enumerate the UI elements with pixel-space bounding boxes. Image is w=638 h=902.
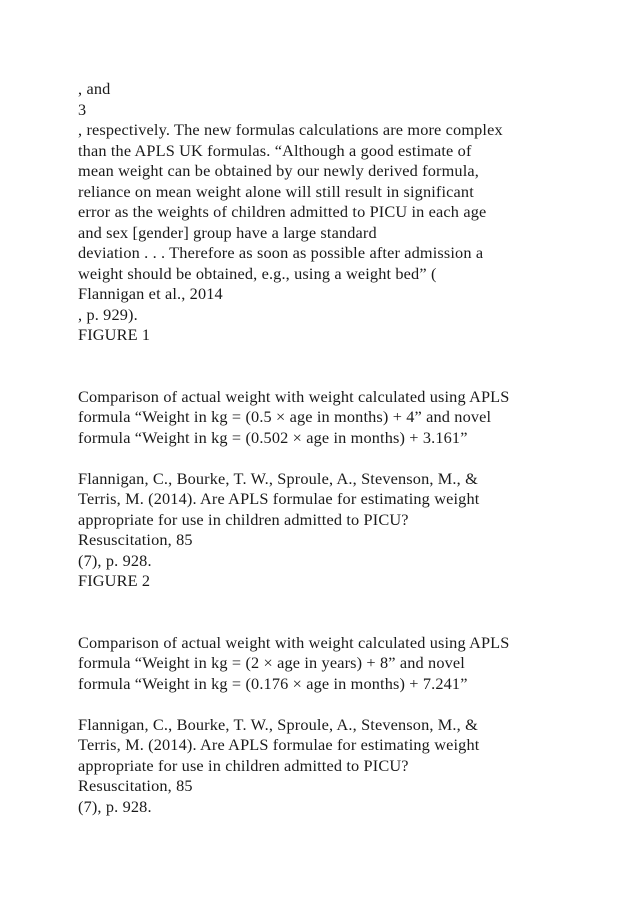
figure-2-source <box>78 715 618 818</box>
caption-line: formula “Weight in kg = (0.502 × age in months) + 3.161” <box>78 427 468 447</box>
text-line: weight should be obtained, e.g., using a weight bed” ( <box>78 263 437 283</box>
source-line: appropriate for use in children admitted to PICU? <box>78 509 409 529</box>
text-line: , p. 929). <box>78 304 138 324</box>
body-paragraph <box>78 79 618 346</box>
figure-1-source <box>78 469 618 592</box>
source-line: (7), p. 928. <box>78 550 152 570</box>
caption-line: formula “Weight in kg = (2 × age in years) + 8” and novel <box>78 653 465 672</box>
source-line: Terris, M. (2014). Are APLS formulae for estimating weight <box>78 489 480 508</box>
citation-link[interactable]: Flannigan et al., 2014 <box>78 284 223 303</box>
figure-1-image-placeholder <box>78 346 618 387</box>
caption-line: formula “Weight in kg = (0.5 × age in months) + 4” and novel <box>78 407 492 426</box>
document-page <box>78 79 618 817</box>
text-line: , respectively. The new formulas calculations are more complex <box>78 120 503 139</box>
figure-2-image-placeholder <box>78 592 618 633</box>
text-line: 3 <box>78 99 87 119</box>
source-line: Terris, M. (2014). Are APLS formulae for estimating weight <box>78 735 480 754</box>
figure-1-caption <box>78 387 618 449</box>
figure-2-heading: FIGURE 2 <box>78 571 151 590</box>
text-line: mean weight can be obtained by our newly derived formula, <box>78 161 479 180</box>
spacer <box>78 694 618 715</box>
text-line: , and <box>78 79 111 98</box>
spacer <box>78 448 618 469</box>
source-line: Flannigan, C., Bourke, T. W., Sproule, A., Stevenson, M., & <box>78 468 478 488</box>
text-line: error as the weights of children admitted to PICU in each age <box>78 202 487 221</box>
journal-name: Resuscitation, 85 <box>78 530 193 549</box>
caption-line: Comparison of actual weight with weight calculated using APLS <box>78 386 510 406</box>
source-line: Flannigan, C., Bourke, T. W., Sproule, A., Stevenson, M., & <box>78 714 478 734</box>
text-line: deviation . . . Therefore as soon as possible after admission a <box>78 243 484 262</box>
source-line: (7), p. 928. <box>78 796 152 816</box>
figure-1-heading: FIGURE 1 <box>78 325 151 344</box>
text-line: reliance on mean weight alone will still result in significant <box>78 181 474 201</box>
journal-name: Resuscitation, 85 <box>78 776 193 795</box>
text-line: and sex [gender] group have a large standard <box>78 222 377 242</box>
source-line: appropriate for use in children admitted to PICU? <box>78 755 409 775</box>
figure-2-caption <box>78 633 618 695</box>
text-line: than the APLS UK formulas. “Although a good estimate of <box>78 140 472 160</box>
caption-line: Comparison of actual weight with weight calculated using APLS <box>78 632 510 652</box>
caption-line: formula “Weight in kg = (0.176 × age in months) + 7.241” <box>78 673 468 693</box>
